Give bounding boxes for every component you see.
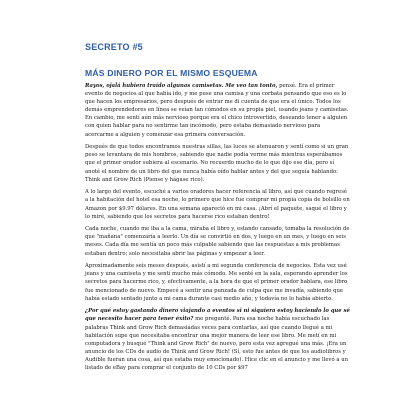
paragraph-1 xyxy=(85,82,350,139)
paragraph-1-lead: Rayos, ojalá hubiera traído algunas camisetas. Me veo tan tonto, xyxy=(85,83,278,89)
paragraph-3: A lo largo del evento, escuché a varios oradores hacer referencia al libro, así que cuando regresé a la habitación del hotel esa noche, lo primero que hice fue comprar mi propia copia de bolsillo en Amazon por $9.97 dólares. En una semana apareció en mi casa. ¡Abrí el paquete, saqué el libro y lo miré, sabiendo que los secretos para hacerse rico estaban dentro! xyxy=(85,189,350,220)
paragraph-6 xyxy=(85,307,350,372)
paragraph-6-lead: ¿Por qué estoy gastando dinero viajando a eventos si ni siquiera estoy haciendo lo que sé que necesito hacer para tener éxito? xyxy=(85,308,350,323)
paragraph-1-rest: pensé. Era el primer evento de negocios al que había ido, y me puse una camisa y una corbata pensando que eso es lo que hacen los empresarios, pero después de entrar me di cuenta de que era el único. Todos los demás emprendedores en línea se veían tan cómodos en su propia piel, usando jeans y camisetas. En cambio, me sentí aún más nervioso porque era el chico introvertido, deseando tener a alguien con quien hablar para no sentirme tan incómodo, pero estaba demasiado nervioso para acercarme a alguien y comenzar esa primera conversación. xyxy=(85,83,349,138)
paragraph-4: Cada noche, cuando me iba a la cama, miraba el libro y, estando cansado, tomaba la resolución de que "mañana" comenzaría a leerlo. Un día se convirtió en dos, y luego en un mes, y luego en seis meses. Cada día me sentía un poco más culpable sabiendo que las respuestas a mis problemas estaban dentro; solo necesitaba abrir las páginas y empezar a leer. xyxy=(85,226,350,257)
secret-label: SECRETO #5 xyxy=(85,42,143,52)
chapter-title: MÁS DINERO POR EL MISMO ESQUEMA xyxy=(85,68,258,78)
paragraph-5: Aproximadamente seis meses después, asistí a mi segunda conferencia de negocios. Esta vez usé jeans y una camiseta y me sentí mucho más cómodo. Me senté en la sala, esperando aprender los secretos para hacerme rico, y, efectivamente, a la hora de que el primer orador hablara, ese libro fue mencionado de nuevo. Empecé a sentir una punzada de culpa que me invadía, sabiendo que había estado sentado junto a mi cama durante casi medio año, y todavía no lo había abierto. xyxy=(85,263,348,302)
paragraph-2: Después de que todos encontramos nuestras sillas, las luces se atenuaron y sentí como si un gran peso se levantara de mis hombros, sabiendo que nadie podía verme más mientras esperábamos que el primer orador subiera al escenario. No recuerdo mucho de lo que dijo ese día, pero sí anoté el nombre de un libro del que nunca había oído hablar antes y del que seguía hablando: Think and Grow Rich (Piense y hágase rico). xyxy=(85,144,349,183)
paragraph-6-rest: me pregunté. Para esa noche había escuchado las palabras Think and Grow Rich demasiadas veces para contarlas, así que cuando llegué a mi habitación supe que necesitaba encontrar una mejor manera de leer ese libro. Me metí en mi computadora y busqué "Think and Grow Rich" de nuevo, pero esta vez agregué una más. ¡Era un anuncio de los CDs de audio de Think and Grow Rich! (Sí, esto fue antes de que los audiolibros y Audible fueran una cosa, así que estaba muy emocionado). Hice clic en el anuncio y me llevó a un listado de eBay para comprar el conjunto de 10 CDs por $97 xyxy=(85,316,349,371)
